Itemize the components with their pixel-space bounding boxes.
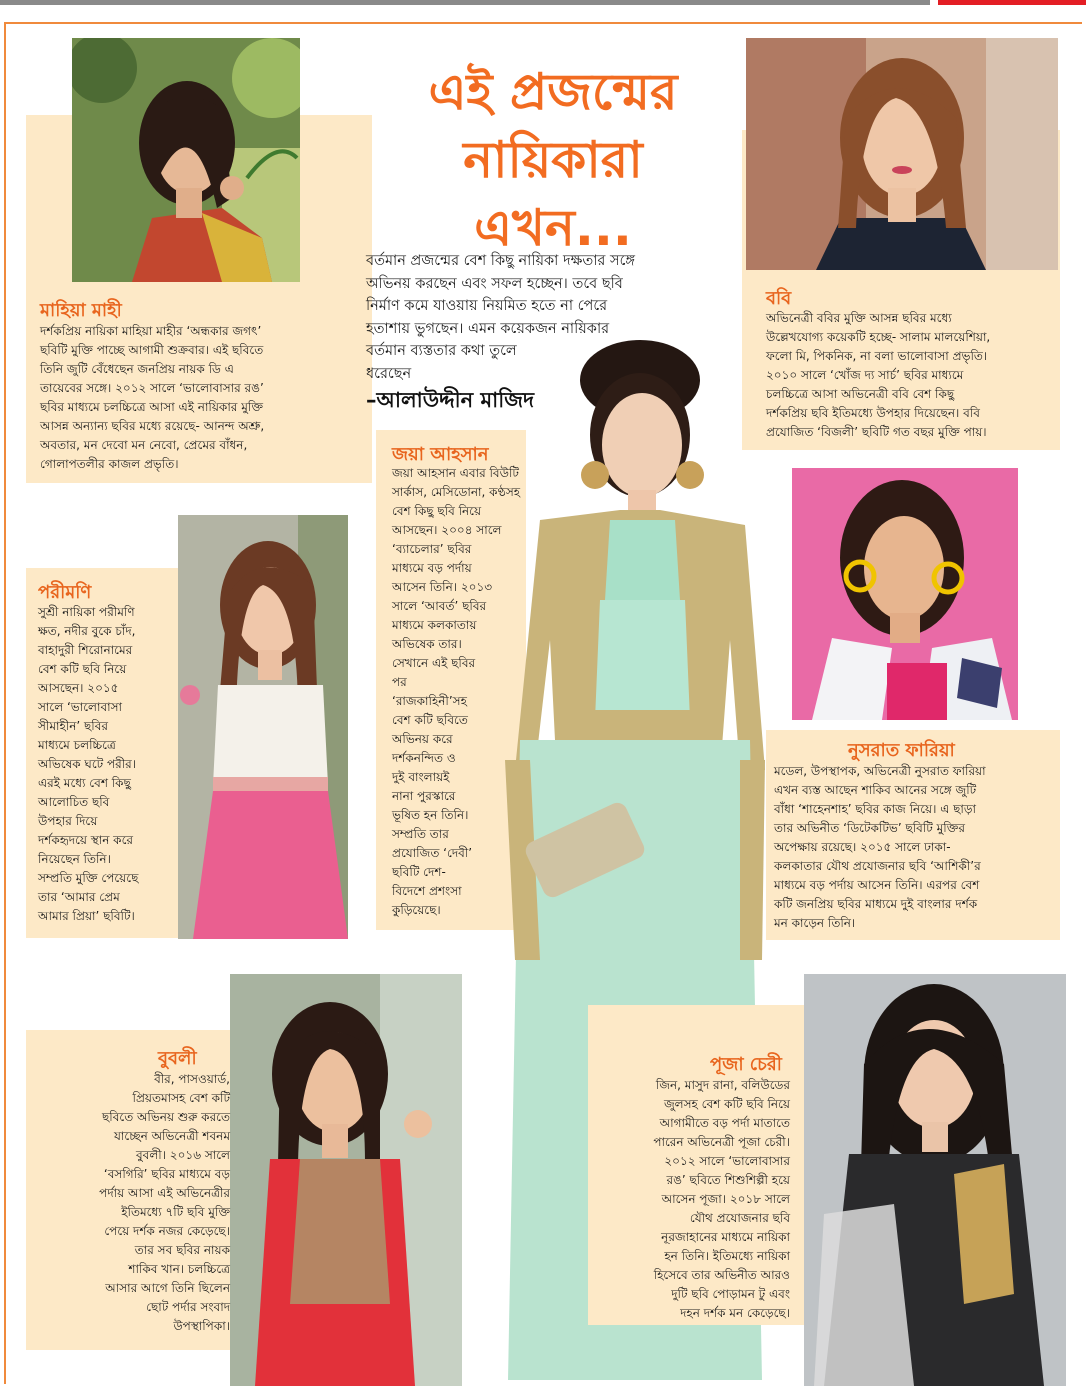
puja-name: পূজা চেরী [710,1054,782,1075]
nusrat-text-line: মন কাড়েন তিনি। [774,916,856,930]
puja-text [596,1076,790,1323]
joya-text-line: অভিষেক তার। [392,637,462,651]
headline [388,58,718,262]
bubly-name: বুবলী [158,1048,197,1069]
puja-text-line: পারেন অভিনেত্রী পূজা চেরী। [653,1135,790,1149]
puja-text-line: যৌথ প্রযোজনার ছবি [689,1211,790,1225]
puja-text-line: নূরজাহানের মাধ্যমে নায়িকা [661,1230,790,1244]
headline-line-1: এই প্রজন্মের [428,63,678,121]
joya-text-line: দর্শকনন্দিত ও [392,751,456,765]
mahiya-text [40,322,366,474]
joya-text-line: সম্প্রতি তার [392,827,449,841]
bubly-text-line: বুবলী। ২০১৬ সালে [135,1148,230,1162]
porimoni-text-line: মাধ্যমে চলচ্চিত্রে [38,738,116,752]
mahiya-text-line: আসন্ন অন্যান্য ছবির মধ্যে রয়েছে- আনন্দ অশ্রু, [40,419,265,433]
puja-text-line: হিসেবে তার অভিনীত আরও [653,1268,790,1282]
porimoni-photo [178,515,348,939]
top-rule-red [938,0,1086,5]
porimoni-text-line: অভিষেক ঘটে পরীর। [38,757,137,771]
intro-line: বর্তমান প্রজন্মের বেশ কিছু নায়িকা দক্ষতার সঙ্গে [366,253,636,269]
porimoni-text-line: বেশ কটি ছবি নিয়ে [38,662,127,676]
bubly-text-line: আসার আগে তিনি ছিলেন [105,1281,230,1295]
bubly-photo [230,974,462,1386]
bobby-photo [746,38,1058,270]
intro-line: হতাশায় ভুগছেন। এমন কয়েকজন নায়িকার [366,320,610,337]
byline: –আলাউদ্দীন মাজিদ [366,388,535,412]
bubly-text-line: বীর, পাসওয়ার্ড, [154,1072,230,1086]
joya-text-line: নানা পুরস্কারে [392,789,456,803]
porimoni-text-line: ক্ষত, নদীর বুকে চাঁদ, [38,624,136,638]
joya-text-line: আসছেন। ২০০৪ সালে [392,523,502,537]
bubly-text [30,1070,230,1336]
puja-text-line: জিন, মাসুদ রানা, বলিউডের [655,1078,790,1092]
joya-text-line: ছবিটি দেশ- [392,865,446,879]
nusrat-text-line: কটি জনপ্রিয় ছবির মাধ্যমে দুই বাংলার দর্শক [774,897,978,911]
mahiya-text-line: ছবির মাধ্যমে চলচ্চিত্রে আসা এই নায়িকার মুক্তি [40,400,263,414]
nusrat-text-line: তার অভিনীত ‘ডিটেকটিভ’ ছবিটি মুক্তির [774,821,965,835]
joya-text-line: প্রযোজিত ‘দেবী’ [392,846,473,860]
joya-text-line: ‘ব্যাচেলার’ ছবির [392,542,472,556]
porimoni-text-line: বাহাদুরী শিরোনামের [38,643,133,657]
joya-text [392,464,524,920]
joya-text-line: আসেন তিনি। ২০১৩ [392,580,493,594]
bobby-text-line: ফলো মি, পিকনিক, না বলা ভালোবাসা প্রভৃতি। [766,349,988,363]
nusrat-text [774,762,1058,933]
joya-text-line: পর [392,675,407,689]
bubly-text-line: যাচ্ছেন অভিনেত্রী শবনম [114,1129,230,1143]
joya-text-line: বিদেশে প্রশংসা [392,884,462,898]
nusrat-text-line: বাঁধা ‘শাহেনশাহ’ ছবির কাজ নিয়ে। এ ছাড়া [774,802,976,816]
bubly-text-line: ছোট পর্দার সংবাদ [146,1300,230,1314]
puja-text-line: হন তিনি। ইতিমধ্যে নায়িকা [664,1249,790,1263]
bubly-text-line: পেয়ে দর্শক নজর কেড়েছে। [104,1224,230,1238]
joya-text-line: দুই বাংলায়ই [392,770,450,784]
mahiya-text-line: দর্শকপ্রিয় নায়িকা মাহিয়া মাহীর ‘অন্ধকার জগৎ’ [40,324,262,338]
porimoni-text-line: আলোচিত ছবি [38,795,110,809]
headline-line-2: নায়িকারা [463,131,643,189]
porimoni-text-line: আসছেন। ২০১৫ [38,681,119,695]
mahiya-text-line: অবতার, মন দেবো মন নেবো, প্রেমের বাঁধন, [40,438,248,452]
mahiya-photo [72,38,300,282]
puja-text-line: দহন দর্শক মন কেড়েছে। [680,1306,790,1320]
nusrat-text-line: কলকাতার যৌথ প্রযোজনার ছবি ‘আশিকী’র [774,859,981,873]
nusrat-text-line: মাধ্যমে বড় পর্দায় আসেন তিনি। এরপর বেশ [774,878,980,892]
joya-text-line: মাধ্যমে কলকাতায় [392,618,477,632]
porimoni-text-line: উপহার দিয়ে [38,814,98,828]
joya-text-line: সেখানে এই ছবির [392,656,476,670]
porimoni-text-line: দর্শকহৃদয়ে স্থান করে [38,833,133,847]
bobby-text-line: অভিনেত্রী ববির মুক্তি আসন্ন ছবির মধ্যে [766,311,952,325]
bobby-text [766,309,1058,442]
porimoni-text-line: সম্প্রতি মুক্তি পেয়েছে [38,871,139,885]
puja-text-line: রঙ’ ছবিতে শিশুশিল্পী হয়ে [666,1173,790,1187]
bobby-name: ববি [766,288,792,309]
nusrat-name: নুসরাত ফারিয়া [848,740,955,761]
bubly-text-line: তার সব ছবির নায়ক [134,1243,230,1257]
top-rule-gray [0,0,930,5]
joya-name: জয়া আহসান [392,444,489,465]
headline-line-3: এখন... [474,199,632,257]
puja-text-line: ২০১২ সালে ‘ভালোবাসার [664,1154,790,1168]
porimoni-name: পরীমণি [38,582,92,603]
joya-text-line: ‘রাজকাহিনী’সহ [392,694,467,708]
intro-line: অভিনয় করছেন এবং সফল হচ্ছেন। তবে ছবি [366,275,623,292]
porimoni-text-line: এরই মধ্যে বেশ কিছু [38,776,131,790]
joya-text-line: ভূষিত হন তিনি। [392,808,469,822]
puja-text-line: আগামীতে বড় পর্দা মাতাতে [659,1116,790,1130]
porimoni-text-line: সুশ্রী নায়িকা পরীমণি [38,605,135,619]
porimoni-text-line: নিয়েছেন তিনি। [38,852,111,866]
joya-text-line: বেশ কিছু ছবি নিয়ে [392,504,482,518]
bubly-text-line: ইতিমধ্যে ৭টি ছবি মুক্তি [121,1205,230,1219]
bubly-text-line: ছবিতে অভিনয় শুরু করতে [101,1110,230,1124]
mahiya-text-line: তায়েবের সঙ্গে। ২০১২ সালে ‘ভালোবাসার রঙ’ [40,381,264,395]
intro-line: ধরেছেন [366,365,412,382]
nusrat-text-line: অপেক্ষায় রয়েছে। ২০১৫ সালে ঢাকা- [774,840,951,854]
puja-text-line: আসেন পূজা। ২০১৮ সালে [661,1192,790,1206]
bobby-text-line: প্রযোজিত ‘বিজলী’ ছবিটি গত বছর মুক্তি পায়। [766,425,987,439]
porimoni-text-line: সালে ‘ভালোবাসা [38,700,123,714]
bobby-text-line: ২০১০ সালে ‘খোঁজ দ্য সার্চ’ ছবির মাধ্যমে [766,368,964,382]
mahiya-name: মাহিয়া মাহী [40,300,122,321]
joya-text-line: বেশ কটি ছবিতে [392,713,468,727]
puja-photo [804,974,1066,1386]
joya-text-line: সালে ‘আবর্ত’ ছবির [392,599,487,613]
nusrat-text-line: মডেল, উপস্থাপক, অভিনেত্রী নুসরাত ফারিয়া [774,764,986,778]
mahiya-text-line: ছবিটি মুক্তি পাচ্ছে আগামী শুক্রবার। এই ছবিতে [40,343,264,357]
nusrat-photo [792,468,1018,720]
bobby-text-line: দর্শকপ্রিয় ছবি ইতিমধ্যে উপহার দিয়েছেন। ববি [766,406,980,420]
bubly-text-line: প্রিয়তমাসহ বেশ কটি [132,1091,230,1105]
bobby-text-line: চলচ্চিত্রে আসা অভিনেত্রী ববি বেশ কিছু [766,387,955,401]
porimoni-text [38,603,178,926]
joya-text-line: অভিনয় করে [392,732,453,746]
joya-text-line: জয়া আহসান এবার বিউটি [392,466,519,480]
bubly-text-line: পর্দায় আসা এই অভিনেত্রীর [99,1186,230,1200]
bubly-text-line: শাকিব খান। চলচ্চিত্রে [128,1262,230,1276]
joya-text-line: মাধ্যমে বড় পর্দায় [392,561,472,575]
mahiya-text-line: তিনি জুটি বেঁধেছেন জনপ্রিয় নায়ক ডি এ [40,362,234,376]
puja-text-line: দুটি ছবি পোড়ামন টু এবং [671,1287,790,1301]
intro-line: বর্তমান ব্যস্ততার কথা তুলে [366,343,517,359]
mahiya-text-line: গোলাপতলীর কাজল প্রভৃতি। [40,457,179,471]
bubly-text-line: উপস্থাপিকা। [173,1319,230,1333]
puja-text-line: জুলসহ বেশ কটি ছবি নিয়ে [663,1097,790,1111]
joya-text-line: সার্কাস, মেসিডোনা, কণ্ঠসহ [392,485,521,499]
porimoni-text-line: সীমাহীন’ ছবির [38,719,109,733]
joya-text-line: কুড়িয়েছে। [392,903,441,917]
bobby-text-line: উল্লেখযোগ্য কয়েকটি হচ্ছে- সালাম মালয়েশিয়া, [766,330,991,344]
porimoni-text-line: আমার প্রিয়া’ ছবিটি। [38,909,135,923]
intro-line: নির্মাণ কমে যাওয়ায় নিয়মিত হতে না পেরে [366,298,608,314]
bubly-text-line: ‘বসগিরি’ ছবির মাধ্যমে বড় [103,1167,230,1181]
nusrat-text-line: এখন ব্যস্ত আছেন শাকিব আনের সঙ্গে জুটি [774,783,977,797]
porimoni-text-line: তার ‘আমার প্রেম [38,890,120,904]
